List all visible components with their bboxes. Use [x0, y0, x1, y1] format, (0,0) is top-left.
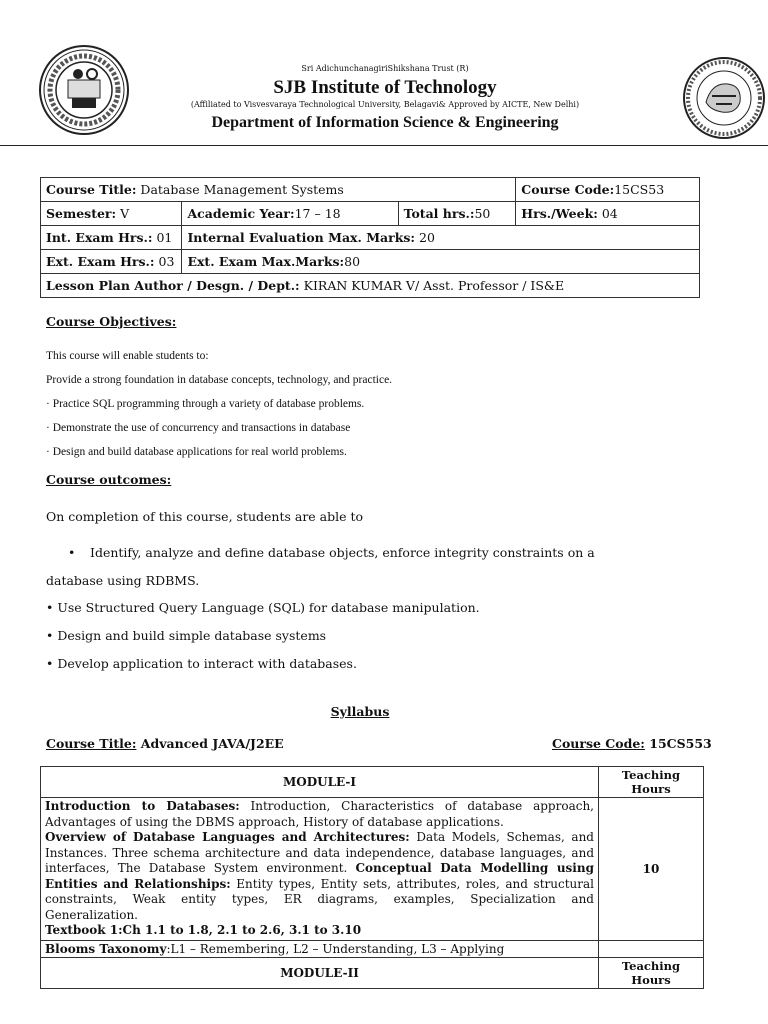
- teaching-hours-header: Teaching Hours: [599, 957, 704, 988]
- hrs-week-cell: Hrs./Week: 04: [516, 202, 700, 226]
- objective-line: · Design and build database applications for real world problems.: [46, 446, 347, 458]
- department-name: Department of Information Science & Engineering: [211, 114, 559, 131]
- outcomes-title: Course outcomes:: [46, 472, 172, 487]
- syllabus-course-code: Course Code: 15CS553: [552, 736, 712, 751]
- course-info-table: [40, 177, 700, 298]
- academic-year-cell: Academic Year:17 – 18: [182, 202, 398, 226]
- int-exam-cell: Int. Exam Hrs.: 01: [41, 226, 182, 250]
- ext-marks-cell: Ext. Exam Max.Marks:80: [182, 250, 700, 274]
- affiliation-text: (Affiliated to Visvesvaraya Technological University, Belagavi& Approved by AICTE, New Delhi): [190, 100, 580, 109]
- outcome-item-continued: database using RDBMS.: [46, 573, 200, 588]
- institute-name: SJB Institute of Technology: [273, 77, 497, 98]
- objective-line: · Practice SQL programming through a variety of database problems.: [46, 398, 365, 410]
- teaching-hours-header: Teaching Hours: [599, 767, 704, 798]
- blooms-empty-cell: [599, 940, 704, 957]
- outcome-bullet-dot: •: [68, 545, 76, 560]
- internal-eval-cell: Internal Evaluation Max. Marks: 20: [182, 226, 700, 250]
- teaching-hours-value: 10: [599, 798, 704, 941]
- module-heading: MODULE-I: [41, 767, 599, 798]
- outcomes-intro: On completion of this course, students are able to: [46, 509, 364, 524]
- trust-name: Sri AdichunchanagiriShikshana Trust (R): [301, 64, 469, 73]
- header-divider: [0, 145, 768, 146]
- institute-logo: [38, 44, 130, 136]
- module-content: Introduction to Databases: Introduction, Characteristics of database approach, Advantages of using the DBMS approach, History of database applications. Overview of Database Languages and Architectures: Data Models, Schemas, and Instances. Three schema architecture and data independence, database languages, and interfaces, The Database System environment. Conceptual Data Modelling using Entities and Relationships: Entity types, Entity sets, attributes, roles, and structural constraints, Weak entity types, ER diagrams, examples, Specialization and Generalization. Textbook 1:Ch 1.1 to 1.8, 2.1 to 2.6, 3.1 to 3.10: [41, 798, 599, 941]
- outcome-item: • Develop application to interact with databases.: [46, 656, 357, 671]
- objective-line: · Demonstrate the use of concurrency and transactions in database: [46, 422, 351, 434]
- course-code-cell: Course Code:15CS53: [516, 178, 700, 202]
- department-logo: [682, 56, 766, 140]
- blooms-taxonomy: Blooms Taxonomy:L1 – Remembering, L2 – Understanding, L3 – Applying: [41, 940, 599, 957]
- outcome-item: • Use Structured Query Language (SQL) for database manipulation.: [46, 600, 480, 615]
- objectives-title: Course Objectives:: [46, 314, 177, 329]
- module-table: [40, 766, 704, 989]
- course-title-cell: Course Title: Database Management Systems: [41, 178, 516, 202]
- objective-line: Provide a strong foundation in database concepts, technology, and practice.: [46, 374, 393, 386]
- outcome-item: Identify, analyze and define database objects, enforce integrity constraints on a: [90, 545, 595, 560]
- syllabus-title: Syllabus: [330, 704, 390, 719]
- semester-cell: Semester: V: [41, 202, 182, 226]
- module-heading: MODULE-II: [41, 957, 599, 988]
- objective-line: This course will enable students to:: [46, 350, 209, 362]
- outcome-item: • Design and build simple database systems: [46, 628, 327, 643]
- ext-exam-cell: Ext. Exam Hrs.: 03: [41, 250, 182, 274]
- total-hrs-cell: Total hrs.:50: [398, 202, 516, 226]
- author-cell: Lesson Plan Author / Desgn. / Dept.: KIRAN KUMAR V/ Asst. Professor / IS&E: [41, 274, 700, 298]
- syllabus-course-title: Course Title: Advanced JAVA/J2EE: [46, 736, 284, 751]
